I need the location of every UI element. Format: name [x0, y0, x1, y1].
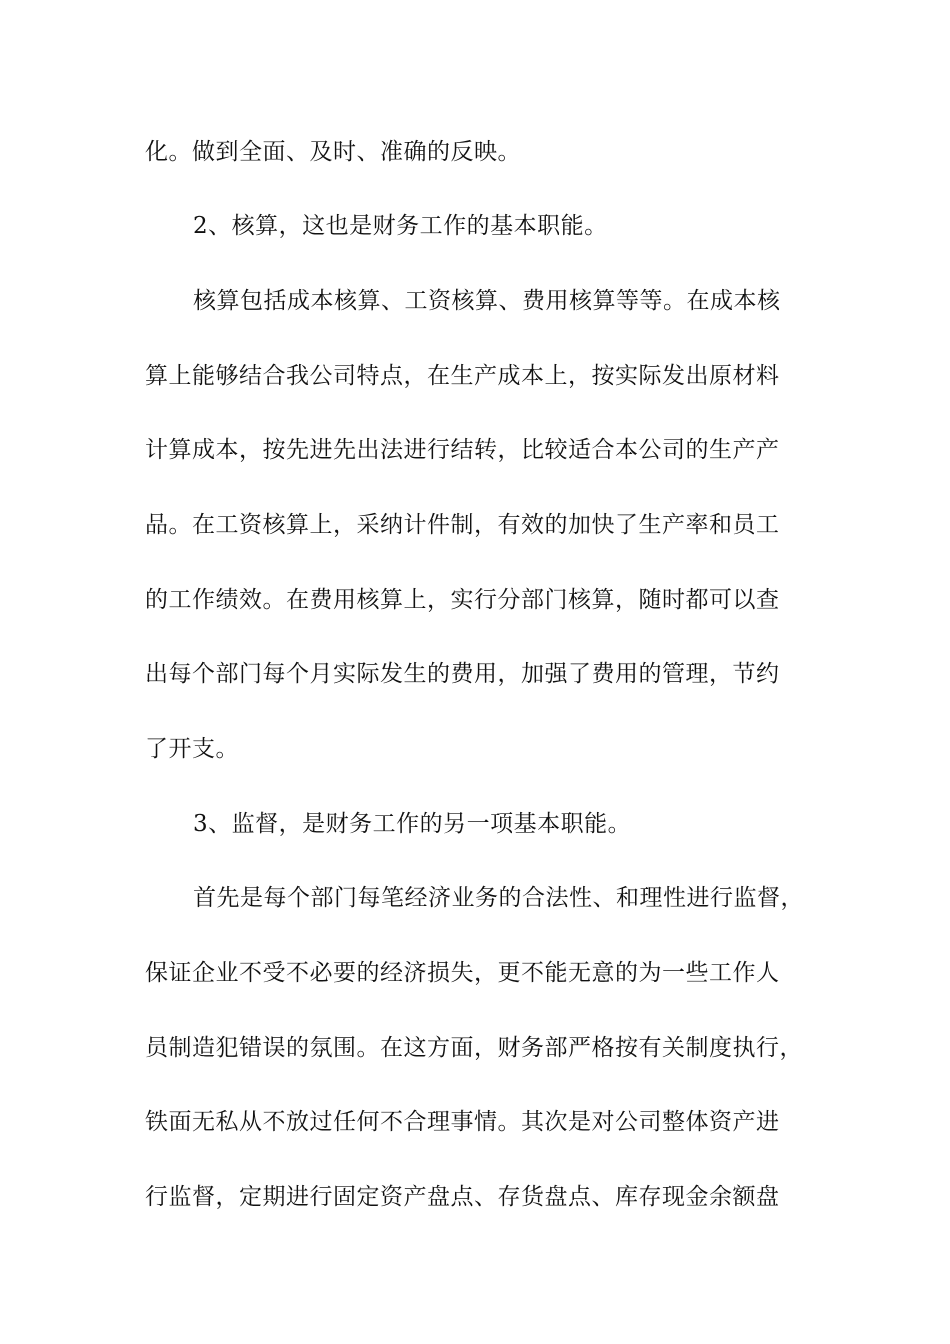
text-line: 行监督，定期进行固定资产盘点、存货盘点、库存现金余额盘 — [145, 1184, 780, 1210]
text-line: 首先是每个部门每笔经济业务的合法性、和理性进行监督， — [193, 885, 804, 911]
text-line: 了开支。 — [145, 736, 239, 762]
section-heading-2: 2、核算，这也是财务工作的基本职能。 — [193, 213, 608, 239]
text-line: 出每个部门每个月实际发生的费用，加强了费用的管理，节约 — [145, 661, 780, 687]
section-heading-3: 3、监督，是财务工作的另一项基本职能。 — [193, 811, 632, 837]
text-line: 保证企业不受不必要的经济损失，更不能无意的为一些工作人 — [145, 960, 780, 986]
text-line: 化。做到全面、及时、准确的反映。 — [145, 139, 521, 165]
text-line: 的工作绩效。在费用核算上，实行分部门核算，随时都可以查 — [145, 587, 780, 613]
text-line: 算上能够结合我公司特点，在生产成本上，按实际发出原材料 — [145, 363, 780, 389]
text-line: 计算成本，按先进先出法进行结转，比较适合本公司的生产产 — [145, 437, 780, 463]
text-line: 员制造犯错误的氛围。在这方面，财务部严格按有关制度执行， — [145, 1035, 803, 1061]
text-line: 品。在工资核算上，采纳计件制，有效的加快了生产率和员工 — [145, 512, 780, 538]
text-line: 铁面无私从不放过任何不合理事情。其次是对公司整体资产进 — [145, 1109, 780, 1135]
text-line: 核算包括成本核算、工资核算、费用核算等等。在成本核 — [193, 288, 781, 314]
